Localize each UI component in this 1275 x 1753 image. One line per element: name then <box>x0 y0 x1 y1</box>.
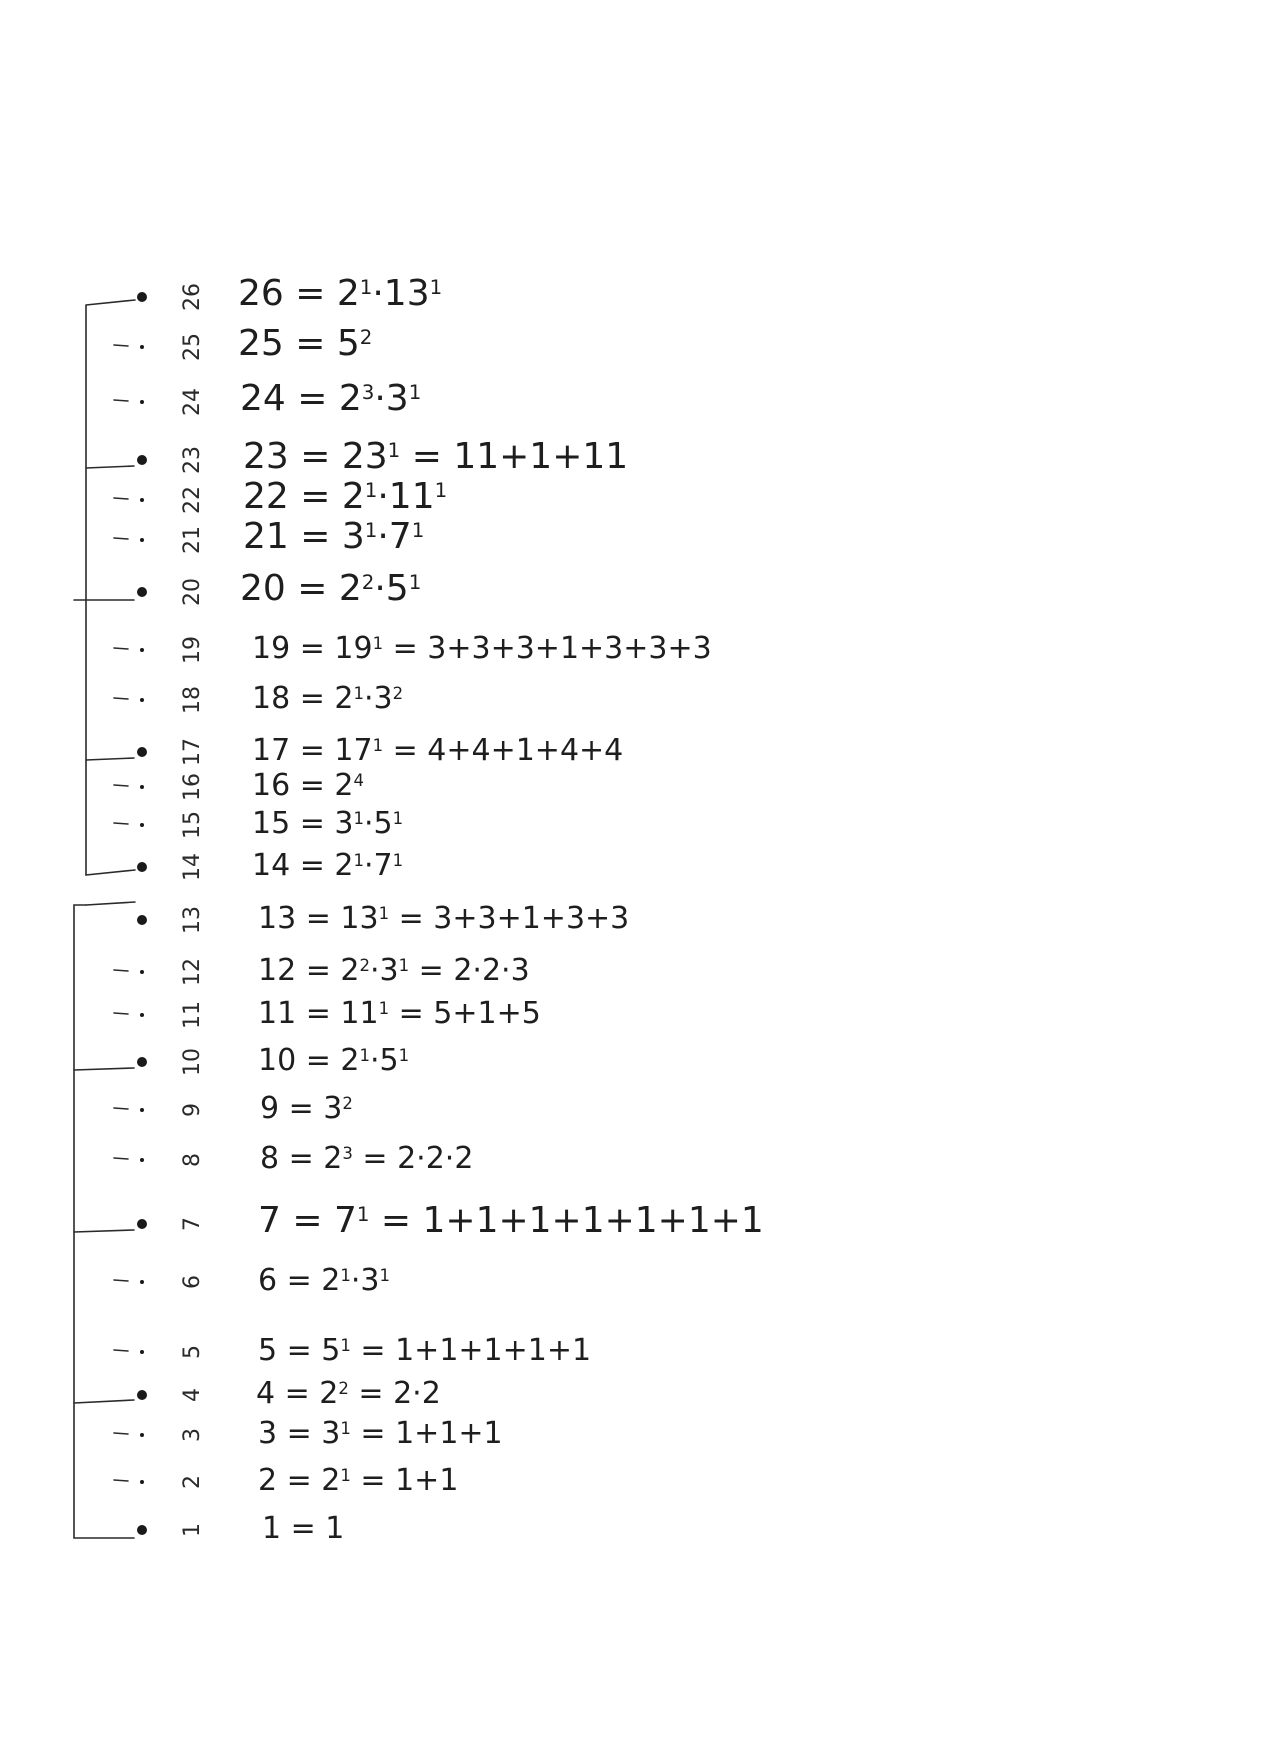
row-17 <box>137 733 623 768</box>
row-tick <box>114 1280 128 1281</box>
row-small-dot <box>140 1433 144 1437</box>
row-small-dot <box>140 1350 144 1354</box>
row-tick <box>114 345 128 346</box>
row-small-dot <box>140 823 144 827</box>
bracket-line <box>86 870 135 875</box>
row-equation: $10 = 2^1\cdot 5^1$ <box>258 1043 410 1078</box>
row-tick <box>114 1108 128 1109</box>
row-small-dot <box>140 400 144 404</box>
row-equation: $24 = 2^3\cdot 3^1$ <box>240 378 422 419</box>
row-index: 7 <box>180 1217 205 1231</box>
row-small-dot <box>140 1158 144 1162</box>
row-tick <box>114 1158 128 1159</box>
bracket-line <box>74 905 134 1538</box>
row-index: 10 <box>180 1048 205 1076</box>
row-index: 22 <box>180 486 205 514</box>
row-equation: 1 = 1 <box>262 1511 345 1546</box>
row-dot <box>137 1057 147 1067</box>
row-equation: $13 = 13^1 = 3+3+1+3+3$ <box>258 901 630 936</box>
row-5 <box>114 1333 591 1368</box>
row-index: 20 <box>180 578 205 606</box>
row-small-dot <box>140 1013 144 1017</box>
row-index: 18 <box>180 686 205 714</box>
row-index: 23 <box>180 446 205 474</box>
row-21 <box>114 516 424 557</box>
row-tick <box>114 823 128 824</box>
row-4 <box>137 1376 441 1411</box>
row-dot <box>137 455 147 465</box>
row-small-dot <box>140 1280 144 1284</box>
row-9 <box>114 1091 353 1126</box>
row-equation: $23 = 23^1 = 11+1+11$ <box>243 436 629 477</box>
row-equation: $3 = 3^1 = 1+1+1$ <box>258 1416 503 1451</box>
brackets <box>74 300 135 1538</box>
row-equation: $2 = 2^1 = 1+1$ <box>258 1463 459 1498</box>
row-13 <box>137 901 629 936</box>
bracket-line <box>74 1068 134 1070</box>
row-small-dot <box>140 345 144 349</box>
row-equation: $21 = 3^1\cdot 7^1$ <box>243 516 425 557</box>
bracket-line <box>74 1400 134 1403</box>
row-equation: $4 = 2^2$ = 2·2 <box>256 1376 441 1411</box>
row-dot <box>137 862 147 872</box>
row-equation: $7 = 7^1 = 1+1+1+1+1+1+1$ <box>258 1200 764 1241</box>
bracket-line <box>86 758 134 760</box>
row-index: 25 <box>180 333 205 361</box>
row-equation: $5 = 5^1 = 1+1+1+1+1$ <box>258 1333 592 1368</box>
row-tick <box>114 1433 128 1434</box>
row-18 <box>114 681 403 716</box>
bracket-line <box>86 466 134 468</box>
row-7 <box>137 1200 764 1241</box>
row-index: 13 <box>180 906 205 934</box>
row-small-dot <box>140 698 144 702</box>
row-14 <box>137 848 403 883</box>
row-dot <box>137 1525 147 1535</box>
row-index: 15 <box>180 811 205 839</box>
row-small-dot <box>140 970 144 974</box>
row-20 <box>137 568 421 609</box>
row-tick <box>114 538 128 539</box>
row-24 <box>114 378 421 419</box>
row-tick <box>114 698 128 699</box>
row-index: 17 <box>180 738 205 766</box>
row-index: 8 <box>180 1153 205 1167</box>
row-index: 11 <box>180 1001 205 1029</box>
row-1 <box>137 1511 344 1546</box>
bracket-line <box>74 1230 134 1232</box>
row-dot <box>137 292 147 302</box>
row-tick <box>114 498 128 499</box>
row-tick <box>114 970 128 971</box>
row-index: 19 <box>180 636 205 664</box>
row-26 <box>137 273 442 314</box>
row-tick <box>114 1013 128 1014</box>
row-10 <box>137 1043 409 1078</box>
row-equation: $25 = 5^2$ <box>238 323 373 364</box>
row-small-dot <box>140 1480 144 1484</box>
row-equation: $17 = 17^1 = 4+4+1+4+4$ <box>252 733 624 768</box>
row-small-dot <box>140 1108 144 1112</box>
row-3 <box>114 1416 503 1451</box>
row-equation: $14 = 2^1\cdot 7^1$ <box>252 848 404 883</box>
row-11 <box>114 996 541 1031</box>
row-small-dot <box>140 785 144 789</box>
row-25 <box>114 323 372 364</box>
row-index: 3 <box>180 1428 205 1442</box>
row-6 <box>114 1263 390 1298</box>
row-16 <box>114 768 364 803</box>
row-dot <box>137 1390 147 1400</box>
row-index: 1 <box>180 1523 205 1537</box>
row-equation: $15 = 3^1\cdot 5^1$ <box>252 806 404 841</box>
row-equation: $20 = 2^2\cdot 5^1$ <box>240 568 422 609</box>
row-tick <box>114 1350 128 1351</box>
row-15 <box>114 806 403 841</box>
row-small-dot <box>140 498 144 502</box>
row-equation: $12 = 2^2\cdot 3^1 = 2\cdot 2\cdot 3$ <box>258 953 530 988</box>
row-index: 6 <box>180 1275 205 1289</box>
row-index: 2 <box>180 1475 205 1489</box>
row-equation: $9 = 3^2$ <box>260 1091 353 1126</box>
row-equation: $6 = 2^1\cdot 3^1$ <box>258 1263 391 1298</box>
row-equation: $11 = 11^1 = 5+1+5$ <box>258 996 541 1031</box>
row-tick <box>114 400 128 401</box>
row-23 <box>137 436 628 477</box>
row-index: 12 <box>180 958 205 986</box>
row-index: 5 <box>180 1345 205 1359</box>
row-index: 26 <box>180 283 205 311</box>
row-dot <box>137 915 147 925</box>
row-small-dot <box>140 648 144 652</box>
row-equation: $18 = 2^1\cdot 3^2$ <box>252 681 404 716</box>
row-tick <box>114 1480 128 1481</box>
bracket-line <box>86 902 135 905</box>
row-equation: $19 = 19^1 = 3+3+3+1+3+3+3$ <box>252 631 712 666</box>
row-dot <box>137 587 147 597</box>
row-equation: $8 = 2^3$ = 2·2·2 <box>260 1141 474 1176</box>
row-index: 21 <box>180 526 205 554</box>
row-equation: $16 = 2^4$ <box>252 768 364 803</box>
row-8 <box>114 1141 473 1176</box>
row-tick <box>114 648 128 649</box>
row-equation: $26 = 2^1\cdot 13^1$ <box>238 273 443 314</box>
row-equation: $22 = 2^1\cdot 11^1$ <box>243 476 448 517</box>
row-2 <box>114 1463 458 1498</box>
row-index: 4 <box>180 1388 205 1402</box>
row-small-dot <box>140 538 144 542</box>
number-rows <box>114 273 764 1546</box>
row-index: 16 <box>180 773 205 801</box>
row-22 <box>114 476 447 517</box>
row-dot <box>137 1219 147 1229</box>
row-index: 14 <box>180 853 205 881</box>
row-index: 24 <box>180 388 205 416</box>
row-12 <box>114 953 530 988</box>
row-dot <box>137 747 147 757</box>
row-index: 9 <box>180 1103 205 1117</box>
row-19 <box>114 631 712 666</box>
row-tick <box>114 785 128 786</box>
bracket-line <box>86 300 135 875</box>
